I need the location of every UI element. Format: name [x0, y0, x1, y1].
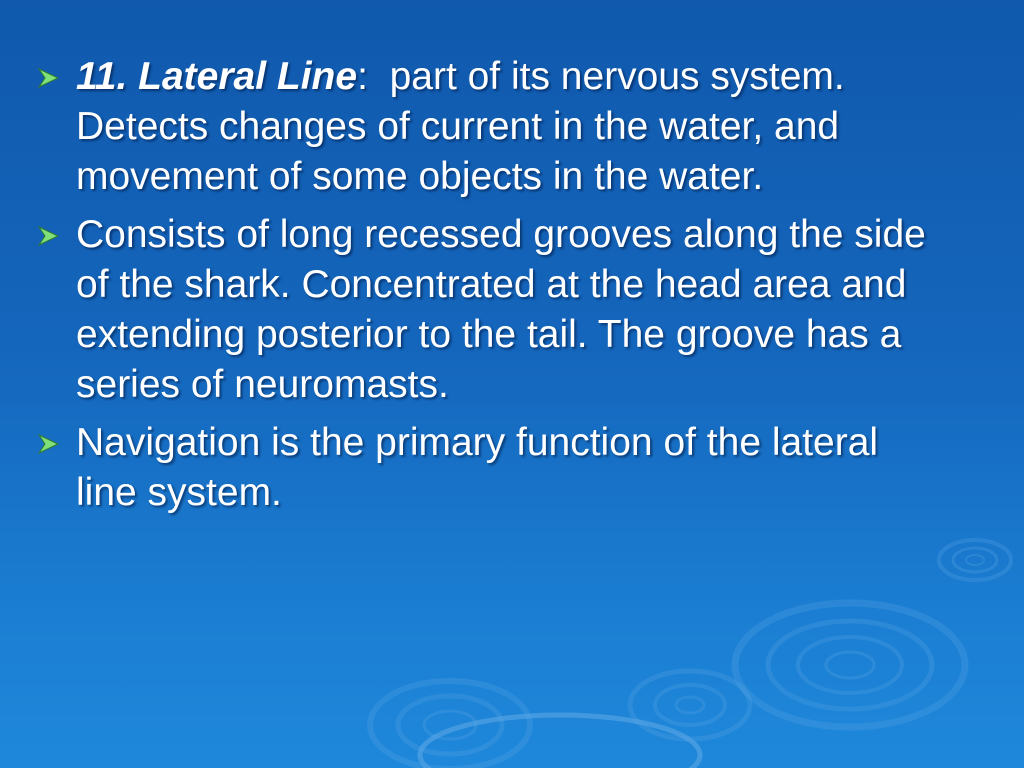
bullet-text: Consists of long recessed grooves along the side of the shark. Concentrated at the head area and extending posterior to the tail. The groove has a series of neuromasts.	[76, 213, 926, 406]
arrow-bullet-icon	[36, 67, 62, 89]
slide-body	[36, 52, 936, 526]
bullet-text: part of its nervous system. Detects changes of current in the water, and movement of some objects in the water.	[76, 55, 867, 198]
bullet-heading: 11. Lateral Line	[76, 55, 358, 98]
bullet-grooves	[36, 210, 936, 410]
bullet-navigation	[36, 418, 936, 518]
arrow-bullet-icon	[36, 225, 62, 247]
arrow-bullet-icon	[36, 433, 62, 455]
bullet-lateral-line	[36, 52, 936, 202]
bullet-heading-colon: :	[357, 55, 368, 98]
bullet-text: Navigation is the primary function of the lateral line system.	[76, 421, 879, 514]
